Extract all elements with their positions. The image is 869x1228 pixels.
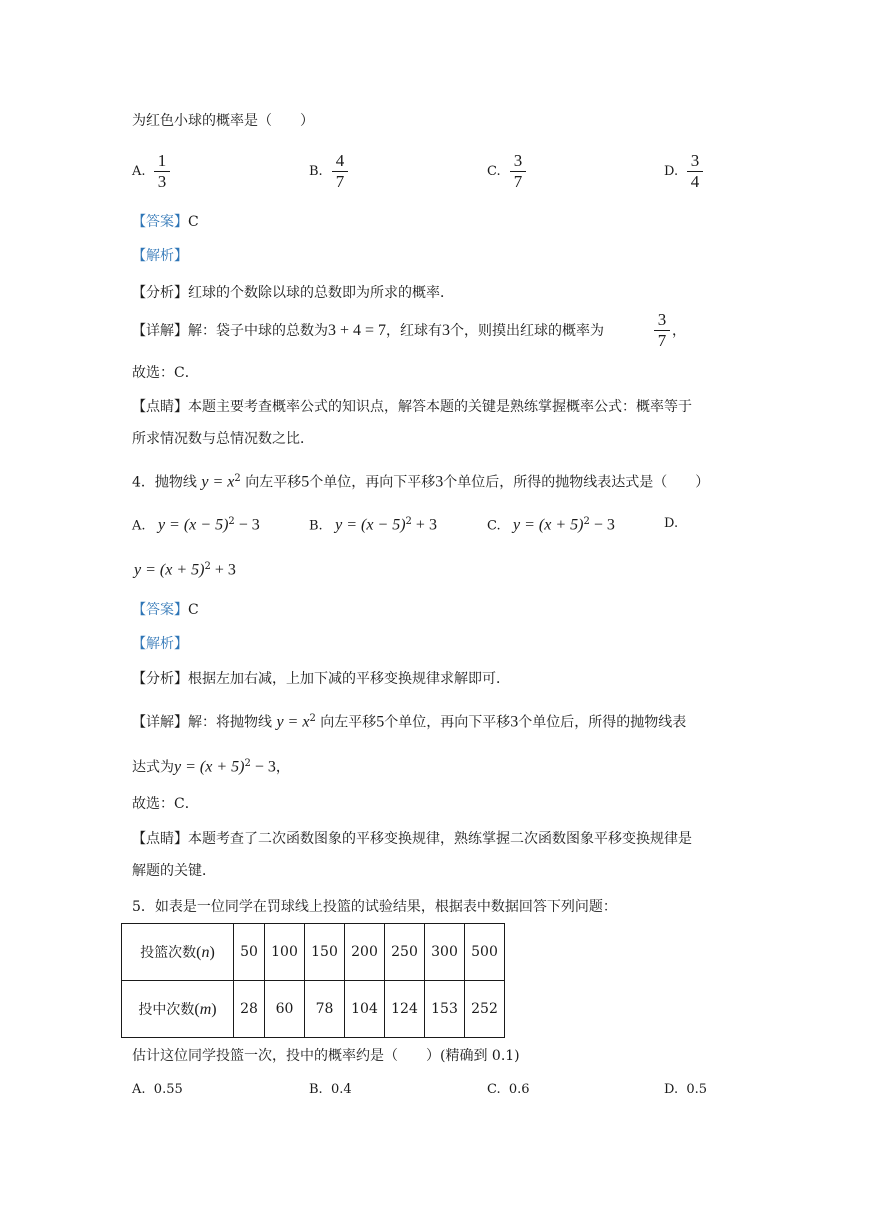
q3-choose: 故选：C． <box>132 365 199 381</box>
q4-option-d-letter: D. <box>664 516 679 531</box>
table-row-header: 投篮次数(n) <box>122 924 234 981</box>
table-cell: 60 <box>265 981 305 1038</box>
table-row-header: 投中次数(m) <box>122 981 234 1038</box>
q4-option-c: C. $y = (x + 5)^2 - 3$ <box>487 516 615 534</box>
q3-option-d-letter: D. <box>664 164 679 179</box>
table-cell: 500 <box>465 924 505 981</box>
q3-detail-fraction: 3 7 <box>654 311 670 350</box>
table-cell: 100 <box>265 924 305 981</box>
q3-option-a-letter: A. <box>132 164 146 179</box>
q3-detail: 【详解】解：袋子中球的总数为3 + 4 = 7，红球有3个，则摸出红球的概率为 <box>132 322 605 339</box>
table-cell: 124 <box>385 981 425 1038</box>
q3-detail-comma: ， <box>672 323 686 339</box>
q5-question: 估计这位同学投篮一次，投中的概率约是（ ）(精确到 0.1) <box>132 1048 520 1064</box>
table-cell: 104 <box>345 981 385 1038</box>
q4-answer: 【答案】C <box>132 602 199 618</box>
q5-option-d: D. 0.5 <box>664 1082 708 1097</box>
q4-fenxi: 【分析】根据左加右减，上加下减的平移变换规律求解即可． <box>132 671 510 687</box>
q3-option-b-fraction: 4 7 <box>332 152 348 191</box>
q4-option-b: B. $y = (x - 5)^2 + 3$ <box>309 516 437 534</box>
q3-dianjing-line2: 所求情况数与总情况数之比． <box>132 431 314 447</box>
table-row <box>122 924 505 981</box>
q5-option-a: A. 0.55 <box>132 1082 183 1097</box>
table-row <box>122 981 505 1038</box>
q5-option-b: B. 0.4 <box>309 1082 352 1097</box>
shooting-results-table <box>121 923 505 1038</box>
table-cell: 250 <box>385 924 425 981</box>
q4-detail-line1: 【详解】解：将抛物线 $y = x^2$ 向左平移5个单位，再向下平移3个单位后，所得的抛物线表 <box>132 713 687 731</box>
q4-dianjing-line2: 解题的关键． <box>132 863 216 879</box>
q4-stem: 4．抛物线 $y = x^2$ 向左平移5个单位，再向下平移3个单位后，所得的抛物线表达式是（ ） <box>132 473 710 491</box>
q4-choose: 故选：C． <box>132 796 199 812</box>
q3-option-c-letter: C. <box>487 164 501 179</box>
q4-option-d-expr: $y = (x + 5)^2 + 3$ <box>134 561 236 579</box>
q3-option-c-fraction: 3 7 <box>510 152 526 191</box>
table-cell: 200 <box>345 924 385 981</box>
table-cell: 78 <box>305 981 345 1038</box>
q5-option-c: C. 0.6 <box>487 1082 530 1097</box>
q3-option-d-fraction: 3 4 <box>687 152 703 191</box>
q3-option-a-fraction: 1 3 <box>154 152 170 191</box>
q3-option-b-letter: B. <box>309 164 323 179</box>
q4-analysis-heading: 【解析】 <box>132 636 188 652</box>
table-cell: 150 <box>305 924 345 981</box>
q3-stem-tail: 为红色小球的概率是（ ） <box>132 113 314 129</box>
q4-option-a: A. $y = (x - 5)^2 - 3$ <box>132 516 260 534</box>
q3-fenxi: 【分析】红球的个数除以球的总数即为所求的概率． <box>132 285 454 301</box>
q4-dianjing-line1: 【点睛】本题考查了二次函数图象的平移变换规律，熟练掌握二次函数图象平移变换规律是 <box>132 831 692 847</box>
table-cell: 28 <box>234 981 265 1038</box>
table-cell: 153 <box>425 981 465 1038</box>
q3-answer: 【答案】C <box>132 214 199 230</box>
q4-detail-line2: 达式为$y = (x + 5)^2 - 3$， <box>132 758 290 776</box>
table-cell: 252 <box>465 981 505 1038</box>
q5-stem: 5．如表是一位同学在罚球线上投篮的试验结果，根据表中数据回答下列问题： <box>132 899 617 915</box>
table-cell: 300 <box>425 924 465 981</box>
q3-dianjing-line1: 【点睛】本题主要考查概率公式的知识点，解答本题的关键是熟练掌握概率公式：概率等于 <box>132 399 692 415</box>
table-cell: 50 <box>234 924 265 981</box>
q3-analysis-heading: 【解析】 <box>132 248 188 264</box>
